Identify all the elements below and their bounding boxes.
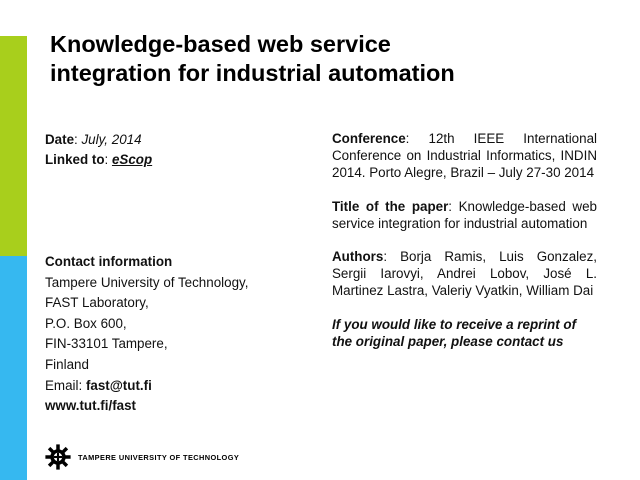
reprint-notice: If you would like to receive a reprint of the original paper, please contact us [332,316,577,349]
conference-label: Conference [332,131,406,146]
paper-title-value: : Knowledge-based web service integration for industrial automation [332,198,597,231]
green-accent-strip [0,36,27,256]
email-link[interactable]: fast@tut.fi [85,377,152,393]
left-meta-column [45,130,305,170]
right-info-column [332,130,597,366]
contact-line: Finland [45,356,89,372]
contact-block [45,252,305,417]
paper-title-paragraph [332,198,597,232]
title-line-2: integration for industrial automation [50,60,455,86]
tut-gear-logo-icon [44,443,72,471]
email-row [45,376,305,397]
blue-accent-strip [0,256,27,480]
logo-text: TAMPERE UNIVERSITY OF TECHNOLOGY [78,452,240,462]
contact-line: Tampere University of Technology, [45,274,249,290]
authors-label: Authors [332,249,384,265]
website-link[interactable]: www.tut.fi/fast [45,398,137,414]
slide-title [50,30,610,88]
authors-value: : Borja Ramis, Luis Gonzalez, Sergii Iarovyi, Andrei Lobov, José L. Martinez Lastra, Valeriy Vyatkin, William Dai [332,249,597,299]
contact-line: FAST Laboratory, [45,295,149,311]
date-value: July, 2014 [81,132,142,147]
contact-heading: Contact information [45,254,173,269]
linked-label: Linked to [45,152,105,167]
contact-line: FIN-33101 Tampere, [45,336,168,352]
date-label: Date [45,132,75,147]
contact-line: P.O. Box 600, [45,315,127,331]
paper-title-label: Title of the paper [332,198,449,214]
linked-row: Linked to: eScop [45,152,153,167]
university-logo [44,443,239,471]
title-line-1: Knowledge-based web service [50,31,391,57]
linked-link[interactable]: eScop [111,152,153,167]
conference-paragraph [332,130,597,182]
email-label: Email: [45,377,86,393]
date-row: Date: July, 2014 [45,132,142,147]
authors-paragraph [332,248,597,300]
conference-value: : 12th IEEE International Conference on Industrial Informatics, INDIN 2014. Porto Alegre, Brazil – July 27-30 2014 [332,131,597,181]
